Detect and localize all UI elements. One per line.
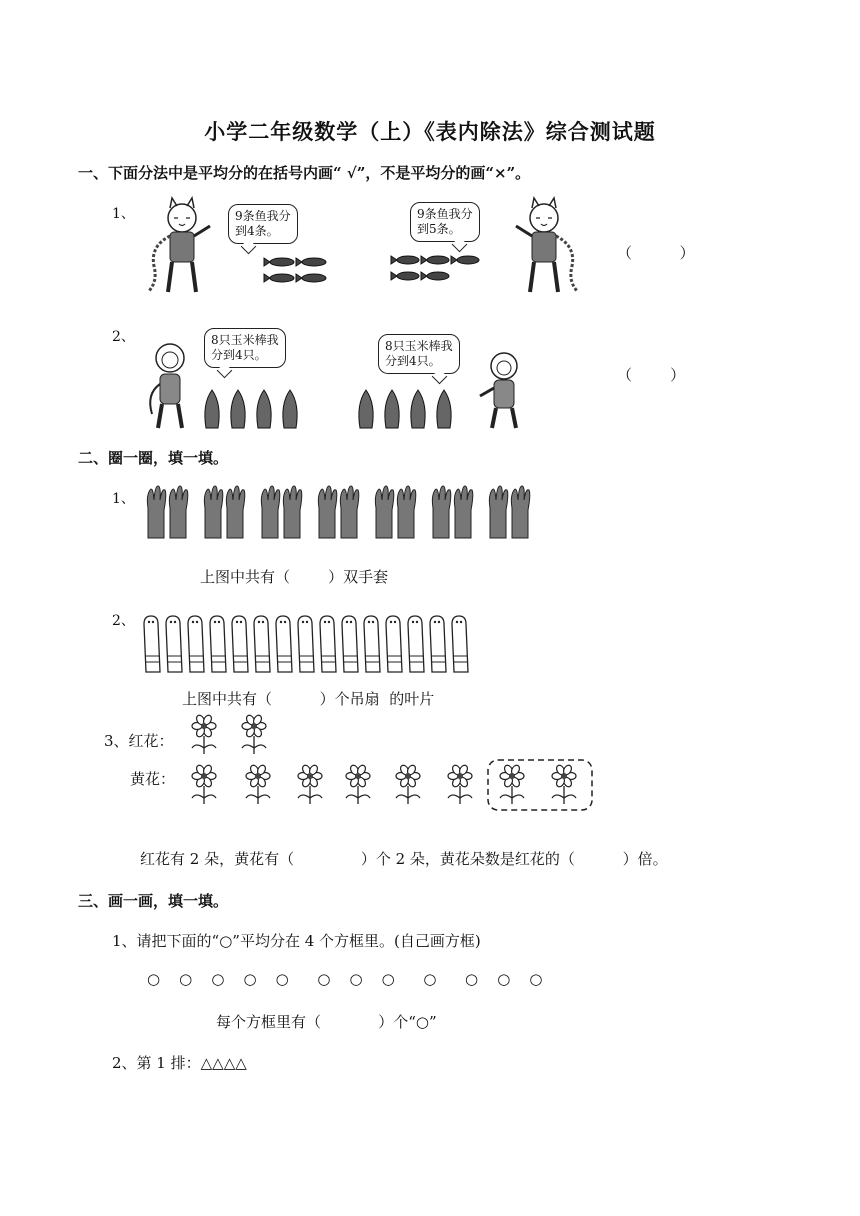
cat-right-figure [512,196,582,302]
question-3-2-text: 2、第 1 排：△△△△ [112,1054,247,1072]
glove [432,486,450,538]
fish-group-left [252,254,392,294]
fan-blade [210,616,226,672]
cat-left-figure [144,196,214,302]
fan-blade [232,616,248,672]
bubble-right-fish: 9条鱼我分 到5条。 [410,202,480,242]
flower [448,764,472,804]
question-2-1-number: 1、 [112,491,135,507]
dashed-group-box [488,760,592,810]
question-1-1-number: 1、 [112,206,135,222]
corn-illustration [146,322,536,432]
answer-blank-1-1[interactable]: （ ） [617,244,695,262]
question-2-3-text: 红花有 2 朵，黄花有（ ）个 2 朵，黄花朵数是红花的（ ）倍。 [140,850,668,868]
fan-blade [276,616,292,672]
corn-group-left [198,384,318,430]
flower [242,714,266,754]
fan-blade [254,616,270,672]
fish-illustration [140,196,586,304]
flower [246,764,270,804]
circles-row: ○ ○ ○ ○ ○ ○ ○ ○ ○ ○ ○ ○ [147,970,543,988]
question-2-2-number: 2、 [112,613,135,629]
yellow-flower-label: 黄花： [130,770,176,788]
glove [283,486,301,538]
monkey-left-figure [146,334,196,434]
fan-blade [144,616,160,672]
fish-group-right [386,252,526,292]
fan-blade [430,616,446,672]
fan-blades-illustration [140,612,474,674]
question-2-1-text: 上图中共有（ ）双手套 [200,568,389,586]
fan-blade [298,616,314,672]
flower [298,764,322,804]
glove [454,486,472,538]
flower [552,764,576,804]
glove [375,486,393,538]
glove [226,486,244,538]
flower [192,714,216,754]
glove [397,486,415,538]
flower [500,764,524,804]
fan-blade [364,616,380,672]
question-3-1-text: 每个方框里有（ ）个“○” [216,1013,437,1031]
question-1-2-number: 2、 [112,329,135,345]
red-flowers-illustration [182,712,312,762]
question-3-1-instruction: 1、请把下面的“○”平均分在 4 个方框里。(自己画方框) [112,932,481,950]
bubble-right-corn: 8只玉米棒我 分到4只。 [378,334,460,374]
fan-blade [342,616,358,672]
yellow-flowers-illustration [182,758,594,814]
glove [261,486,279,538]
glove [489,486,507,538]
section-2-heading: 二、圈一圈，填一填。 [78,449,229,467]
monkey-right-figure [480,346,530,446]
bubble-left-fish: 9条鱼我分 到4条。 [228,204,298,244]
corn-group-right [352,384,472,430]
gloves-illustration [142,484,534,540]
glove [204,486,222,538]
fan-blade [188,616,204,672]
question-2-2-text: 上图中共有（ ）个吊扇 的叶片 [182,690,435,708]
fan-blade [408,616,424,672]
flower [346,764,370,804]
bubble-left-corn: 8只玉米棒我 分到4只。 [204,328,286,368]
answer-blank-1-2[interactable]: （ ） [617,366,686,384]
red-flower-label: 3、红花： [104,732,174,750]
fan-blade [320,616,336,672]
fan-blade [452,616,468,672]
glove [340,486,358,538]
flower [192,764,216,804]
page-title: 小学二年级数学（上）《表内除法》综合测试题 [204,119,656,144]
glove [511,486,529,538]
glove [318,486,336,538]
flower [396,764,420,804]
glove [147,486,165,538]
fan-blade [166,616,182,672]
section-1-heading: 一、下面分法中是平均分的在括号内画“ √”，不是平均分的画“×”。 [78,164,531,182]
glove [169,486,187,538]
fan-blade [386,616,402,672]
section-3-heading: 三、画一画，填一填。 [78,892,229,910]
